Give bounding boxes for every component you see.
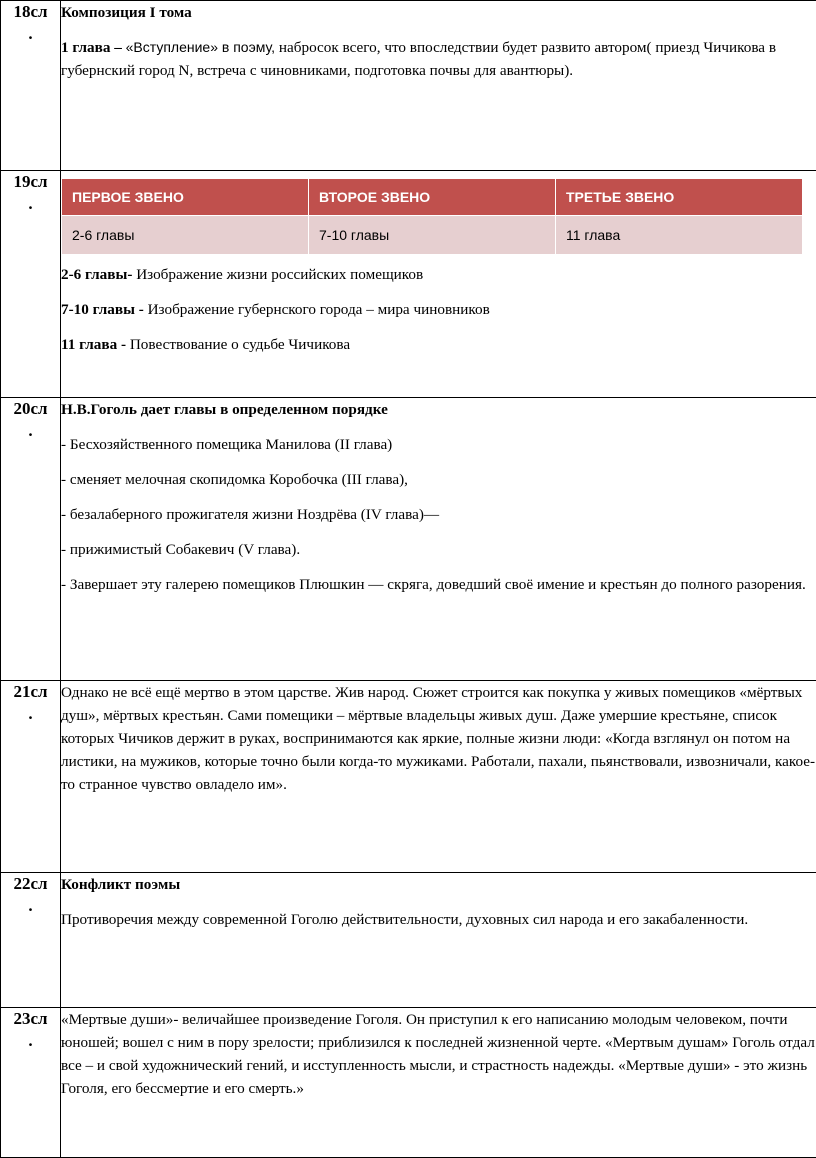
slide-number: 22сл . — [1, 873, 61, 1008]
slide-content — [61, 1008, 816, 1158]
slide-number: 23сл . — [1, 1008, 61, 1158]
chapter-line: 11 глава - Повествование о судьбе Чичикова — [61, 336, 351, 353]
links-header-row — [62, 179, 803, 216]
chapter-line: 2-6 главы- Изображение жизни российских помещиков — [61, 266, 424, 283]
slide-row-20 — [1, 398, 816, 681]
list-item: - прижимистый Собакевич (V глава). — [61, 541, 301, 558]
chapter-description: 1 глава – «Вступление» в поэму, набросок всего, что впоследствии будет развито автором( приезд Чичикова в губернский город N, встреча с чиновниками, подготовка почвы для авантюры). — [61, 39, 777, 79]
data-cell: 11 глава — [556, 216, 803, 255]
paragraph: «Мертвые души»- величайшее произведение Гоголя. Он приступил к его написанию молодым человеком, почти юношей; вошел с ним в пору зрелости; приблизился к последней жизненной черте. «Мертвым душам» Гоголь отдал все – и свой художнический гений, и исступленность мысли, и страстность надежды. «Мертвые души» - это жизнь Гоголя, его бессмертие и его смерть.» — [61, 1011, 815, 1097]
slide-row-23 — [1, 1008, 816, 1158]
slide-content — [61, 171, 816, 398]
section-title: Конфликт поэмы — [61, 876, 181, 893]
section-title: Н.В.Гоголь дает главы в определенном порядке — [61, 401, 388, 418]
paragraph: Противоречия между современной Гоголю действительности, духовных сил народа и его закабаленности. — [61, 911, 749, 928]
data-cell: 2-6 главы — [62, 216, 309, 255]
paragraph: Однако не всё ещё мертво в этом царстве. Жив народ. Сюжет строится как покупка у живых помещиков «мёртвых душ», мёртвых крестьян. Сами помещики – мёртвые владельцы живых душ. Даже умершие крестьяне, список которых Чичиков держит в руках, воспринимаются как яркие, полные жизни люди: «Когда взглянул он потом на листики, на мужиков, которые точно были когда-то мужиками. Работали, пахали, пьянствовали, извозничали, какое-то странное чувство овладело им». — [61, 684, 816, 793]
slide-content — [61, 1, 816, 171]
slide-content — [61, 398, 816, 681]
slide-row-19 — [1, 171, 816, 398]
list-item: - Завершает эту галерею помещиков Плюшкин — скряга, доведший своё имение и крестьян до полного разорения. — [61, 576, 806, 593]
chapter-line: 7-10 главы - Изображение губернского города – мира чиновников — [61, 301, 490, 318]
slide-number: 21сл . — [1, 681, 61, 873]
slide-number: 19сл . — [1, 171, 61, 398]
header-cell: ВТОРОЕ ЗВЕНО — [309, 179, 556, 216]
list-item: - Бесхозяйственного помещика Манилова (II глава) — [61, 436, 393, 453]
links-data-row — [62, 216, 803, 255]
slide-content — [61, 873, 816, 1008]
slide-number: 20сл . — [1, 398, 61, 681]
slide-number: 18сл . — [1, 1, 61, 171]
list-item: - сменяет мелочная скопидомка Коробочка (III глава), — [61, 471, 408, 488]
slide-row-22 — [1, 873, 816, 1008]
composition-links-table — [61, 178, 803, 255]
section-title: Композиция I тома — [61, 4, 192, 21]
slide-row-18 — [1, 1, 816, 171]
data-cell: 7-10 главы — [309, 216, 556, 255]
list-item: - безалаберного прожигателя жизни Ноздрёва (IV глава)— — [61, 506, 440, 523]
header-cell: ПЕРВОЕ ЗВЕНО — [62, 179, 309, 216]
header-cell: ТРЕТЬЕ ЗВЕНО — [556, 179, 803, 216]
slide-row-21 — [1, 681, 816, 873]
slide-content — [61, 681, 816, 873]
